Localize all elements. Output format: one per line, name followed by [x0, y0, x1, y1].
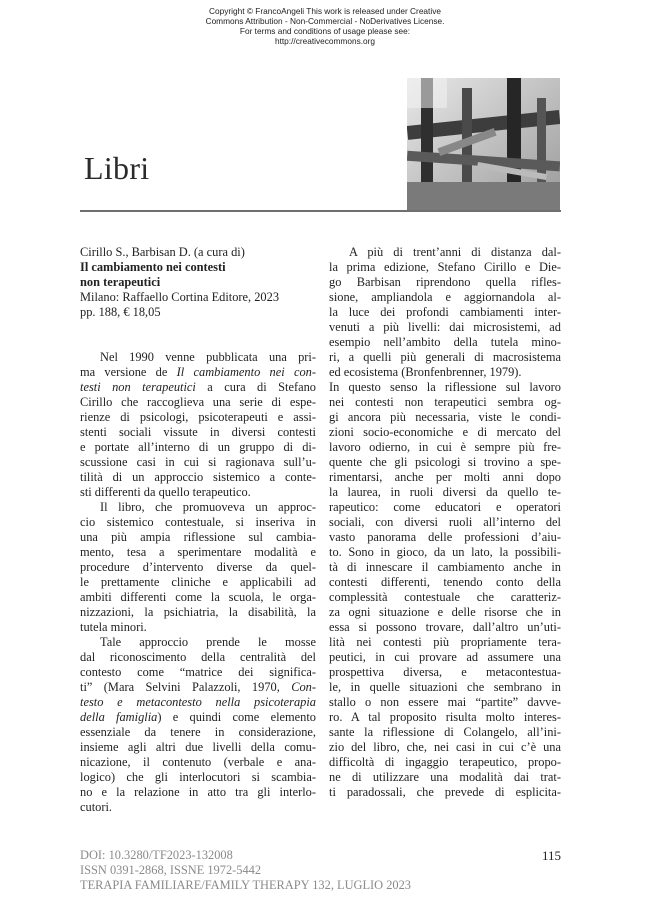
page-number: 115: [541, 848, 561, 863]
text-line: una più ampia riflessione sul cambia-: [80, 530, 316, 544]
text-line: Nel 1990 venne pubblicata una pri-: [100, 350, 316, 364]
text-line: Tale approccio prende le mosse: [100, 635, 316, 649]
text-line: complessità contestuale che caratteriz-: [329, 590, 561, 604]
book-pages-price: pp. 188, € 18,05: [80, 305, 161, 319]
text-line: peutici, in cui provare ad assumere una: [329, 650, 561, 664]
copyright-line: http://creativecommons.org: [274, 36, 376, 46]
right-column: [329, 245, 561, 800]
copyright-line: Copyright © FrancoAngeli This work is released under Creative: [209, 6, 441, 16]
copyright-line: Commons Attribution - Non-Commercial - NoDerivatives License.: [205, 16, 445, 26]
text-line: essenziale da tenere in considerazione,: [80, 725, 316, 739]
text-line: scussione casi in cui si ragionava sull’u-: [80, 455, 316, 469]
text-line: la laurea, in ruoli diversi da quello te-: [329, 485, 561, 499]
book-title-line: Il cambiamento nei contesti: [80, 260, 226, 274]
text-line: tutela minori.: [80, 620, 147, 634]
text-line: zioni socio-economiche e di mercato del: [329, 425, 561, 439]
text-line: tilità di un approccio sistemico a conte-: [80, 470, 316, 484]
text-line: sociali, con diversi ruoli all’interno del: [329, 515, 561, 529]
text-line: ti” (Mara Selvini Palazzoli, 1970, Con-: [80, 680, 316, 694]
section-title: Libri: [84, 150, 150, 186]
text-line: contesto come “matrice dei significa-: [80, 665, 316, 679]
text-line: Cirillo che raccoglieva una serie di espe-: [80, 395, 316, 409]
text-line: sione, ampliandola e aggiornandola al-: [329, 290, 561, 304]
text-line: lità nei contesti più propriamente tera-: [329, 635, 561, 649]
text-line: ne di utilizzare una modalità dai trat-: [329, 770, 561, 784]
text-line: sti differenti da quello terapeutico.: [80, 485, 251, 499]
text-line: rienze di psicologi, psicoterapeuti e assi-: [80, 410, 316, 424]
text-line: e portate all’interno di un gruppo di di-: [80, 440, 316, 454]
text-line: venuti a più livelli: dai microsistemi, ad: [329, 320, 561, 334]
text-line: A più di trent’anni di distanza dal-: [349, 245, 561, 259]
copyright-notice: [0, 6, 650, 46]
text-line: prospettiva diversa, e metacontestua-: [329, 665, 561, 679]
text-line: nicazione, il contenuto (verbale e ana-: [80, 755, 316, 769]
text-line: della famiglia) e quindi come elemento: [80, 710, 316, 724]
text-line: nizzazioni, la psichiatria, la disabilità, la: [80, 605, 316, 619]
text-line: testo e metacontesto nella psicoterapia: [80, 695, 316, 709]
text-line: procedure d’intervento diverse da quel-: [80, 560, 316, 574]
footer-journal: TERAPIA FAMILIARE/FAMILY THERAPY 132, LUGLIO 2023: [80, 878, 412, 892]
text-line: le prettamente cliniche e applicabili ad: [80, 575, 316, 589]
text-line: no e la relazione in atto tra gli interlo-: [80, 785, 316, 799]
left-column: [80, 245, 316, 815]
text-line: ed ecosistema (Bronfenbrenner, 1979).: [329, 365, 522, 379]
text-line: esempio nell’ambito della tutela mino-: [329, 335, 561, 349]
text-line: la luce dei profondi cambiamenti inter-: [329, 305, 561, 319]
text-line: sante la riflessione di Colangelo, all’ini-: [329, 725, 561, 739]
text-line: rapeutico: come educatori e operatori: [329, 500, 561, 514]
text-line: ri, a quelli più generali di macrosistema: [329, 350, 561, 364]
text-line: ro. A tal proposito risulta molto interes-: [329, 710, 561, 724]
text-line: tà di innescare il cambiamento anche in: [329, 560, 561, 574]
text-line: contesti differenti, tenendo conto della: [329, 575, 561, 589]
book-authors: Cirillo S., Barbisan D. (a cura di): [80, 245, 245, 259]
book-publisher: Milano: Raffaello Cortina Editore, 2023: [80, 290, 280, 304]
text-line: dal riconoscimento della centralità del: [80, 650, 316, 664]
text-line: ti paradossali, che prevede di esplicita-: [329, 785, 561, 799]
text-line: logico) che gli interlocutori si scambia-: [80, 770, 316, 784]
text-line: essa si possono trovare, dall’altro un’uti-: [329, 620, 561, 634]
text-line: gi ancora più necessaria, viste le condi-: [329, 410, 561, 424]
text-line: nei contesti non terapeutici sembra og-: [329, 395, 561, 409]
header-divider: [80, 210, 561, 212]
text-line: go Barbisan riprendono quella rifles-: [329, 275, 561, 289]
text-line: testi non terapeutici a cura di Stefano: [80, 380, 317, 394]
text-line: quente che gli psicologi si trovino a spe-: [329, 455, 561, 469]
text-line: vasto panorama delle professioni d’aiu-: [329, 530, 561, 544]
text-line: rimentarsi, anche per molti anni dopo: [329, 470, 561, 484]
text-line: ma versione de Il cambiamento nei con-: [80, 365, 316, 379]
text-line: stallo o non essere mai “partite” davve-: [329, 695, 561, 709]
text-line: lavoro odierno, in cui è sempre più fre-: [329, 440, 561, 454]
text-line: cio sistemico contestuale, si inseriva in: [80, 515, 316, 529]
text-line: Il libro, che promuoveva un approc-: [100, 500, 316, 514]
text-line: to. Sono in gioco, da un lato, la possibili-: [329, 545, 561, 559]
header-photo-image: [407, 78, 560, 210]
text-line: mento, tesa a sperimentare modalità e: [80, 545, 316, 559]
text-line: ambiti differenti come la scuola, le orga-: [80, 590, 316, 604]
text-line: difficoltà di ingaggio terapeutico, propo-: [329, 755, 561, 769]
page-footer: [80, 848, 561, 893]
text-line: le, in quelle situazioni che sembrano in: [329, 680, 561, 694]
footer-doi: DOI: 10.3280/TF2023-132008: [80, 848, 233, 862]
text-line: za ogni situazione e delle risorse che in: [329, 605, 561, 619]
footer-issn: ISSN 0391-2868, ISSNE 1972-5442: [80, 863, 262, 877]
text-line: stenti sociali vissute in diversi contesti: [80, 425, 316, 439]
copyright-line: For terms and conditions of usage please see:: [239, 26, 411, 36]
text-line: In questo senso la riflessione sul lavoro: [329, 380, 561, 394]
book-title-line: non terapeutici: [80, 275, 161, 289]
text-line: insieme agli altri due livelli della comu-: [80, 740, 316, 754]
text-line: la prima edizione, Stefano Cirillo e Die-: [329, 260, 561, 274]
text-line: zio del libro, che, nei casi in cui c’è una: [329, 740, 561, 754]
header-photo: [407, 78, 560, 210]
text-line: cutori.: [80, 800, 112, 814]
